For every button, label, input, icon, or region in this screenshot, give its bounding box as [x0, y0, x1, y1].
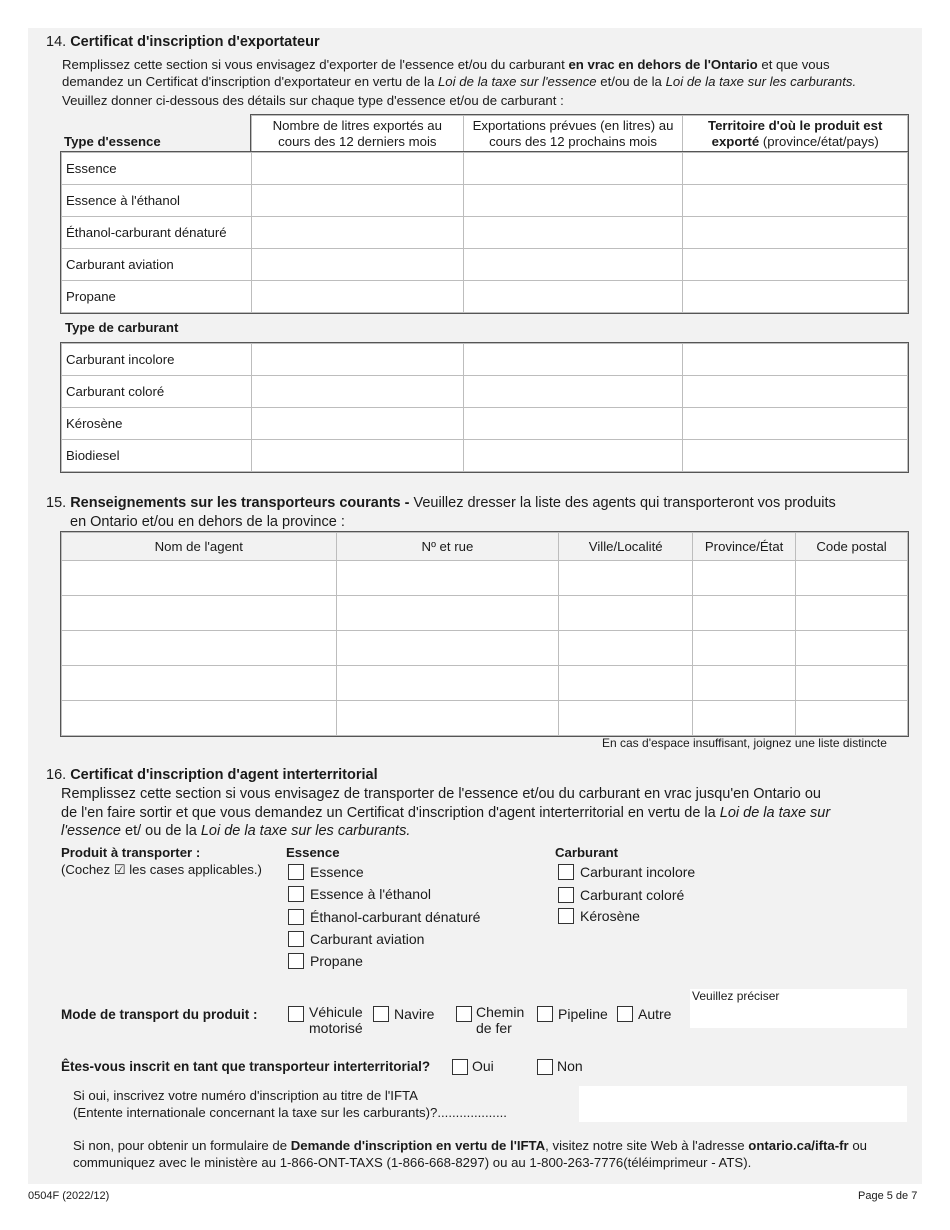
- row-label: Carburant coloré: [62, 376, 252, 408]
- cell-nom-agent[interactable]: [62, 631, 337, 666]
- cell-code-postal[interactable]: [796, 596, 908, 631]
- essence-option-label: Éthanol-carburant dénaturé: [310, 909, 481, 925]
- checkbox-non[interactable]: [537, 1059, 553, 1075]
- carburant-heading: Carburant: [555, 845, 619, 860]
- cell-exportations-prevues[interactable]: [463, 440, 683, 472]
- section-16-title: 16. Certificat d'inscription d'agent interterritorial: [46, 767, 378, 783]
- cell-exportations-prevues[interactable]: [463, 344, 683, 376]
- footnote-liste-distincte: En cas d'espace insuffisant, joignez une liste distincte: [602, 736, 887, 750]
- col-header-exportations-prevues: Exportations prévues (en litres) au cours des 12 prochains mois: [463, 116, 683, 152]
- cell-ville[interactable]: [559, 701, 693, 736]
- table-row: [62, 631, 908, 666]
- ifta-number-field[interactable]: [579, 1086, 907, 1122]
- carburant-option-label: Kérosène: [580, 908, 640, 924]
- cell-code-postal[interactable]: [796, 666, 908, 701]
- col-header-no-rue: Nº et rue: [336, 533, 559, 561]
- cell-nom-agent[interactable]: [62, 701, 337, 736]
- cell-no-rue[interactable]: [336, 561, 559, 596]
- checkbox-navire[interactable]: [373, 1006, 389, 1022]
- preciser-field[interactable]: [690, 989, 907, 1028]
- cell-litres-exportes[interactable]: [251, 249, 463, 281]
- checkbox-autre[interactable]: [617, 1006, 633, 1022]
- form-code: 0504F (2022/12): [28, 1190, 110, 1202]
- cell-no-rue[interactable]: [336, 701, 559, 736]
- carburant-option-label: Carburant incolore: [580, 864, 696, 880]
- cell-no-rue[interactable]: [336, 631, 559, 666]
- cell-territoire[interactable]: [683, 344, 908, 376]
- ifta-question: Si oui, inscrivez votre numéro d'inscription au titre de l'IFTA (Entente internationale concernant la taxe sur les carburants)?...................: [73, 1088, 507, 1120]
- cell-province[interactable]: [693, 701, 796, 736]
- inscrit-question: Êtes-vous inscrit en tant que transporteur interterritorial?: [61, 1059, 431, 1074]
- checkbox-essence-option[interactable]: [288, 931, 304, 947]
- row-label: Propane: [62, 281, 252, 313]
- checkbox-pipeline[interactable]: [537, 1006, 553, 1022]
- cell-ville[interactable]: [559, 596, 693, 631]
- cell-litres-exportes[interactable]: [251, 281, 463, 313]
- carburant-option: [558, 864, 695, 880]
- cell-litres-exportes[interactable]: [251, 153, 463, 185]
- page-number: Page 5 de 7: [858, 1190, 918, 1202]
- cell-exportations-prevues[interactable]: [463, 408, 683, 440]
- table-row: [62, 701, 908, 736]
- cell-territoire[interactable]: [683, 153, 908, 185]
- section-16-intro: Remplissez cette section si vous envisagez de transporter de l'essence et/ou du carburant en vrac jusqu'en Ontario ou de l'en faire sortir et que vous demandez un Certificat d'inscription d'agent interterritorial en vertu de la Loi de la taxe sur l'essence et/ ou de la Loi de la taxe sur les carburants.: [61, 786, 831, 839]
- checkbox-carburant-option[interactable]: [558, 864, 574, 880]
- cell-territoire[interactable]: [683, 376, 908, 408]
- col-header-ville: Ville/Localité: [559, 533, 693, 561]
- cell-litres-exportes[interactable]: [251, 344, 463, 376]
- si-non-text: Si non, pour obtenir un formulaire de Demande d'inscription en vertu de l'IFTA, visitez notre site Web à l'adresse ontario.ca/ifta-fr ou communiquez avec le ministère au 1-866-ONT-TAXS (1-866-668-8297) ou au 1-800-263-7776(téléimprimeur - ATS).: [73, 1138, 868, 1170]
- section-14-title: 14. Certificat d'inscription d'exportateur: [46, 34, 320, 50]
- table-row: [62, 561, 908, 596]
- essence-option-label: Essence: [310, 864, 364, 880]
- section-14-instruction: Veuillez donner ci-dessous des détails sur chaque type d'essence et/ou de carburant :: [62, 93, 564, 108]
- checkbox-carburant-option[interactable]: [558, 908, 574, 924]
- cell-litres-exportes[interactable]: [251, 185, 463, 217]
- cell-exportations-prevues[interactable]: [463, 281, 683, 313]
- produit-hint: (Cochez ☑ les cases applicables.): [61, 862, 262, 877]
- col-header-nom-agent: Nom de l'agent: [62, 533, 337, 561]
- col-header-province: Province/État: [693, 533, 796, 561]
- cell-nom-agent[interactable]: [62, 561, 337, 596]
- checkbox-vehicule[interactable]: [288, 1006, 304, 1022]
- cell-territoire[interactable]: [683, 440, 908, 472]
- col-header-litres-exportes: Nombre de litres exportés au cours des 12 derniers mois: [252, 116, 464, 152]
- essence-option: [288, 886, 431, 902]
- cell-litres-exportes[interactable]: [251, 408, 463, 440]
- carburant-type-heading: Type de carburant: [65, 320, 179, 335]
- cell-litres-exportes[interactable]: [251, 440, 463, 472]
- label-oui: Oui: [472, 1058, 494, 1074]
- cell-territoire[interactable]: [683, 249, 908, 281]
- label-non: Non: [557, 1058, 583, 1074]
- cell-code-postal[interactable]: [796, 561, 908, 596]
- essence-option-label: Carburant aviation: [310, 931, 425, 947]
- checkbox-essence-option[interactable]: [288, 864, 304, 880]
- essence-option: [288, 931, 424, 947]
- cell-code-postal[interactable]: [796, 701, 908, 736]
- essence-option-label: Essence à l'éthanol: [310, 886, 431, 902]
- label-autre: Autre: [638, 1006, 672, 1022]
- cell-nom-agent[interactable]: [62, 666, 337, 701]
- cell-exportations-prevues[interactable]: [463, 376, 683, 408]
- carburant-option: [558, 887, 684, 903]
- col-header-type-essence: Type d'essence: [64, 134, 161, 149]
- section-14-intro: Remplissez cette section si vous envisagez d'exporter de l'essence et/ou du carburant en vrac en dehors de l'Ontario et que vous demandez un Certificat d'inscription d'exportateur en vertu de la Loi de la taxe sur l'essence et/ou de la Loi de la taxe sur les carburants.: [62, 57, 857, 89]
- checkbox-oui[interactable]: [452, 1059, 468, 1075]
- checkbox-essence-option[interactable]: [288, 953, 304, 969]
- row-label: Biodiesel: [62, 440, 252, 472]
- table-row: [62, 596, 908, 631]
- table-row: [62, 666, 908, 701]
- essence-export-table: [61, 152, 908, 313]
- cell-no-rue[interactable]: [336, 596, 559, 631]
- carburant-export-table: [61, 343, 908, 472]
- cell-territoire[interactable]: [683, 185, 908, 217]
- cell-province[interactable]: [693, 561, 796, 596]
- checkbox-chemin-de-fer[interactable]: [456, 1006, 472, 1022]
- essence-option: [288, 864, 364, 880]
- cell-province[interactable]: [693, 631, 796, 666]
- checkbox-essence-option[interactable]: [288, 909, 304, 925]
- cell-territoire[interactable]: [683, 281, 908, 313]
- preciser-label: Veuillez préciser: [692, 989, 780, 1003]
- essence-option: [288, 953, 363, 969]
- row-label: Essence: [62, 153, 252, 185]
- col-header-code-postal: Code postal: [796, 533, 908, 561]
- cell-litres-exportes[interactable]: [251, 217, 463, 249]
- essence-option: [288, 909, 480, 925]
- checkbox-essence-option[interactable]: [288, 886, 304, 902]
- row-label: Carburant aviation: [62, 249, 252, 281]
- carburant-option-label: Carburant coloré: [580, 887, 685, 903]
- cell-litres-exportes[interactable]: [251, 376, 463, 408]
- checkbox-carburant-option[interactable]: [558, 887, 574, 903]
- cell-ville[interactable]: [559, 561, 693, 596]
- carburant-option: [558, 908, 640, 924]
- label-vehicule: Véhicule motorisé: [309, 1004, 363, 1036]
- label-pipeline: Pipeline: [558, 1006, 608, 1022]
- cell-nom-agent[interactable]: [62, 596, 337, 631]
- cell-ville[interactable]: [559, 666, 693, 701]
- cell-ville[interactable]: [559, 631, 693, 666]
- cell-exportations-prevues[interactable]: [463, 249, 683, 281]
- cell-exportations-prevues[interactable]: [463, 153, 683, 185]
- essence-option-label: Propane: [310, 953, 363, 969]
- essence-heading: Essence: [286, 845, 340, 860]
- cell-exportations-prevues[interactable]: [463, 217, 683, 249]
- cell-province[interactable]: [693, 596, 796, 631]
- produit-label: Produit à transporter :: [61, 845, 201, 860]
- cell-no-rue[interactable]: [336, 666, 559, 701]
- row-label: Essence à l'éthanol: [62, 185, 252, 217]
- cell-province[interactable]: [693, 666, 796, 701]
- export-table-header: [251, 115, 908, 152]
- label-navire: Navire: [394, 1006, 435, 1022]
- label-chemin-de-fer: Chemin de fer: [476, 1004, 525, 1036]
- transporteurs-table: [61, 532, 908, 736]
- mode-transport-label: Mode de transport du produit :: [61, 1007, 258, 1022]
- section-15-title: 15. Renseignements sur les transporteurs courants - Veuillez dresser la liste des agents qui transporteront vos produits en Ontario et/ou en dehors de la province :: [46, 495, 836, 530]
- row-label: Éthanol-carburant dénaturé: [62, 217, 252, 249]
- cell-territoire[interactable]: [683, 217, 908, 249]
- row-label: Carburant incolore: [62, 344, 252, 376]
- cell-territoire[interactable]: [683, 408, 908, 440]
- row-label: Kérosène: [62, 408, 252, 440]
- col-header-territoire: Territoire d'où le produit est exporté (province/état/pays): [683, 116, 908, 152]
- cell-exportations-prevues[interactable]: [463, 185, 683, 217]
- cell-code-postal[interactable]: [796, 631, 908, 666]
